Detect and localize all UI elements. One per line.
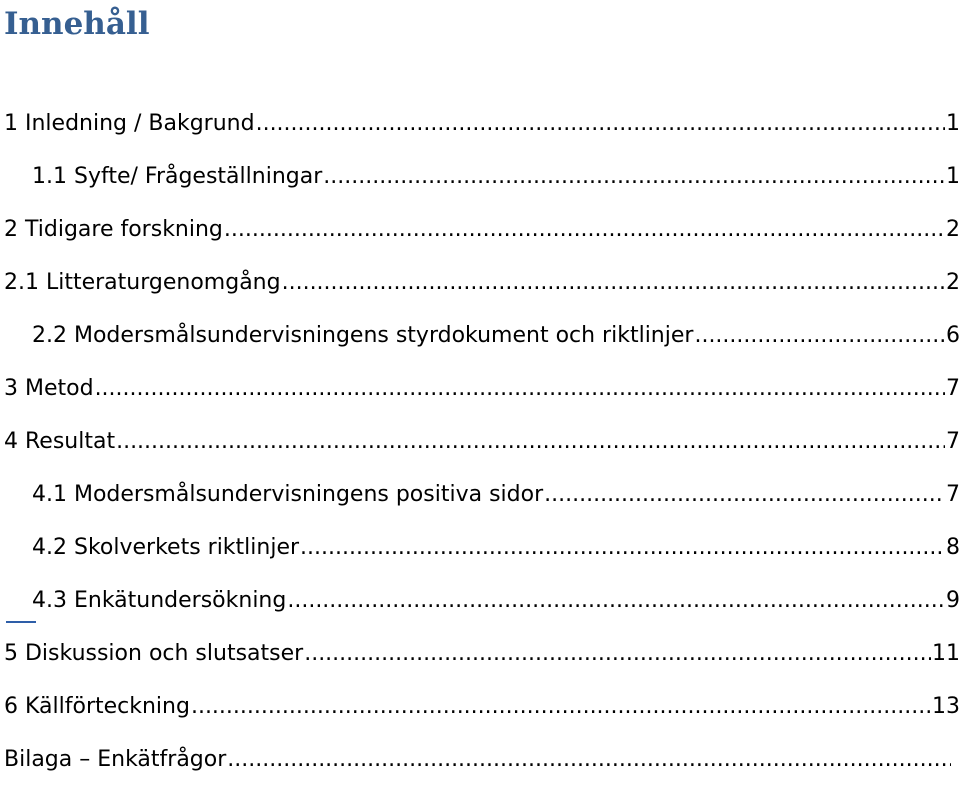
toc-page-number: 1 — [946, 111, 960, 136]
toc-entry-label: 4.3 Enkätundersökning — [32, 588, 287, 613]
toc-dot-leader — [224, 203, 945, 256]
toc-entry-label: 2 Tidigare forskning — [4, 217, 223, 242]
toc-entry[interactable] — [0, 150, 960, 203]
toc-page-number: 7 — [946, 376, 960, 401]
toc-list — [0, 97, 960, 786]
toc-page-number: 7 — [946, 482, 960, 507]
toc-page-number: 1 — [946, 164, 960, 189]
toc-dot-leader — [300, 521, 945, 574]
toc-entry-label: 5 Diskussion och slutsatser — [4, 641, 304, 666]
toc-dot-leader — [116, 415, 945, 468]
toc-entry-label: 4.2 Skolverkets riktlinjer — [32, 535, 300, 560]
toc-dot-leader — [191, 680, 931, 733]
toc-entry[interactable] — [0, 309, 960, 362]
toc-entry[interactable] — [0, 680, 960, 733]
toc-entry[interactable] — [0, 733, 960, 786]
toc-dot-leader — [287, 574, 945, 627]
toc-entry[interactable] — [0, 627, 960, 680]
toc-dot-leader — [694, 309, 945, 362]
toc-entry-label: 6 Källförteckning — [4, 694, 190, 719]
toc-page-number: 13 — [932, 694, 960, 719]
toc-entry-label: 2.1 Litteraturgenomgång — [4, 270, 281, 295]
toc-entry[interactable] — [0, 574, 960, 627]
toc-page-number: 8 — [946, 535, 960, 560]
toc-entry[interactable] — [0, 203, 960, 256]
toc-entry-label: 4.1 Modersmålsundervisningens positiva sidor — [32, 482, 544, 507]
toc-dot-leader — [323, 150, 945, 203]
toc-entry-label: 1.1 Syfte/ Frågeställningar — [32, 164, 323, 189]
toc-entry-label: 3 Metod — [4, 376, 94, 401]
toc-dot-leader — [304, 627, 931, 680]
toc-entry-label: Bilaga – Enkätfrågor — [4, 747, 227, 772]
toc-title: Innehåll — [4, 6, 150, 42]
toc-entry-label: 1 Inledning / Bakgrund — [4, 111, 255, 136]
toc-entry-label: 2.2 Modersmålsundervisningens styrdokument och riktlinjer — [32, 323, 694, 348]
toc-entry[interactable] — [0, 415, 960, 468]
toc-page-number: 6 — [946, 323, 960, 348]
toc-entry[interactable] — [0, 521, 960, 574]
toc-dot-leader — [95, 362, 945, 415]
toc-page-number: 9 — [946, 588, 960, 613]
toc-dot-leader — [282, 256, 945, 309]
toc-dot-leader — [256, 97, 945, 150]
toc-entry[interactable] — [0, 468, 960, 521]
toc-entry[interactable] — [0, 362, 960, 415]
toc-page-number: 2 — [946, 270, 960, 295]
toc-page-number: 11 — [932, 641, 960, 666]
toc-dot-leader — [544, 468, 945, 521]
toc-page-number: 7 — [946, 429, 960, 454]
edit-underline-marker — [6, 621, 36, 623]
toc-entry[interactable] — [0, 97, 960, 150]
toc-entry[interactable] — [0, 256, 960, 309]
toc-page-number: 2 — [946, 217, 960, 242]
toc-entry-label: 4 Resultat — [4, 429, 116, 454]
toc-dot-leader — [227, 733, 951, 786]
